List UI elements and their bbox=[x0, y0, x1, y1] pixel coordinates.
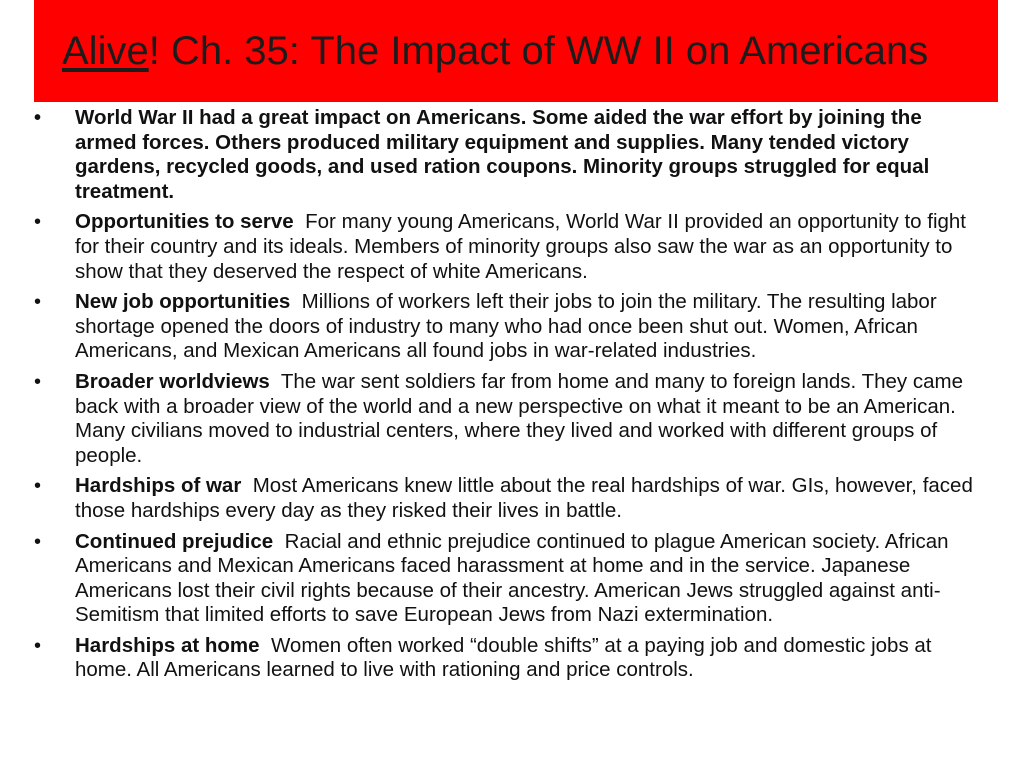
bullet-text: Women often worked “double shifts” at a paying job and domestic jobs at home. All Americans learned to live with rationing and price controls. bbox=[75, 633, 932, 682]
bullet-broader-worldviews bbox=[0, 370, 1024, 468]
bullet-dot: • bbox=[34, 211, 42, 234]
bullet-dot: • bbox=[34, 475, 42, 498]
slide-title bbox=[62, 29, 928, 74]
bullet-heading: Continued prejudice bbox=[75, 529, 274, 553]
bullet-new-job-opportunities bbox=[0, 290, 1024, 364]
bullet-text: Racial and ethnic prejudice continued to plague American society. African Americans and Mexican Americans faced harassment at home and in the service. Japanese Americans lost their civil rights because of their ancestry. American Jews struggled against anti-Semitism that limited efforts to save European Jews from Nazi extermination. bbox=[75, 529, 949, 627]
bullet-dot: • bbox=[34, 107, 42, 129]
bullet-text: Millions of workers left their jobs to join the military. The resulting labor shortage opened the doors of industry to many who had once been shut out. Women, African Americans, and Mexican Americans all found jobs in war-related industries. bbox=[75, 290, 937, 363]
bullet-intro bbox=[0, 106, 1024, 204]
bullet-text: The war sent soldiers far from home and many to foreign lands. They came back with a broader view of the world and a new perspective on what it meant to be an American. Many civilians moved to industrial centers, where they lived and worked with different groups of people. bbox=[75, 369, 963, 467]
bullet-hardships-of-war bbox=[0, 474, 1024, 523]
bullet-list bbox=[0, 106, 1024, 689]
bullet-text: For many young Americans, World War II provided an opportunity to fight for their country and its ideals. Members of minority groups also saw the war as an opportunity to show that they deserved the respect of white Americans. bbox=[75, 210, 966, 283]
bullet-continued-prejudice bbox=[0, 530, 1024, 628]
bullet-heading: Hardships of war bbox=[75, 474, 242, 498]
bullet-hardships-at-home bbox=[0, 634, 1024, 683]
bullet-heading: New job opportunities bbox=[75, 290, 291, 314]
bullet-dot: • bbox=[34, 530, 42, 553]
bullet-dot: • bbox=[34, 370, 42, 393]
bullet-text: Most Americans knew little about the real hardships of war. GIs, however, faced those hardships every day as they risked their lives in battle. bbox=[75, 474, 973, 522]
bullet-dot: • bbox=[34, 291, 42, 314]
bullet-opportunities-to-serve bbox=[0, 210, 1024, 284]
bullet-heading: Opportunities to serve bbox=[75, 210, 294, 234]
title-bar bbox=[34, 0, 998, 102]
bullet-text: World War II had a great impact on Americans. Some aided the war effort by joining the armed forces. Others produced military equipment and supplies. Many tended victory gardens, recycled goods, and used ration coupons. Minority groups struggled for equal treatment. bbox=[75, 106, 930, 203]
title-rest: ! Ch. 35: The Impact of WW II on Americans bbox=[148, 28, 929, 73]
bullet-heading: Hardships at home bbox=[75, 633, 260, 657]
alive-link[interactable]: Alive bbox=[62, 28, 149, 73]
bullet-dot: • bbox=[34, 634, 42, 657]
bullet-heading: Broader worldviews bbox=[75, 369, 270, 393]
